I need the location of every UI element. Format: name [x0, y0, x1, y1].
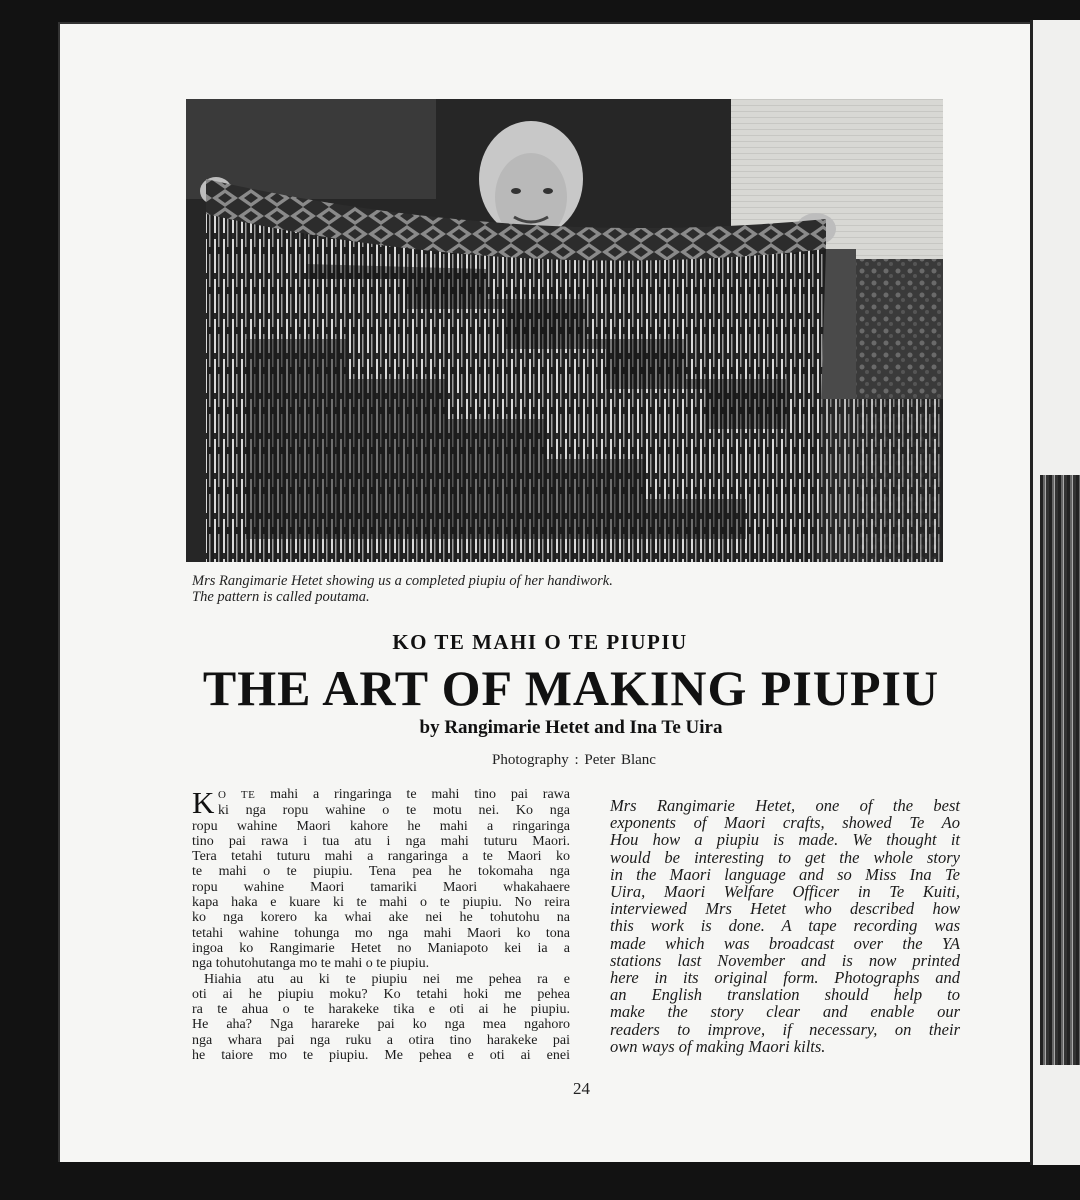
intro-line: make the story clear and enable our: [610, 1002, 960, 1022]
text-line: ko nga korero ka whai ake nei he tohutohu na: [192, 910, 570, 926]
article-headline: THE ART OF MAKING PIUPIU: [202, 660, 940, 716]
text-line: ra te ahua o te harakeke tika e oti ai he piupiu.: [192, 1002, 570, 1018]
text-line: he taiore mo te piupiu. Me pehea e oti ai enei: [192, 1048, 570, 1064]
text-line: te mahi o te piupiu. Tena pea he tokomaha nga: [192, 864, 570, 880]
text-line: kapa haka e kuare ki te mahi o te piupiu. No reira: [192, 895, 570, 911]
intro-line: Hou how a piupiu is made. We thought it: [610, 830, 960, 850]
text-line: ropu wahine Maori tamariki Maori whakahaere: [192, 879, 570, 895]
text-line: oti ai he piupiu moku? Ko tetahi hoki me pehea: [192, 986, 570, 1002]
maori-kicker-title: KO TE MAHI O TE PIUPIU: [392, 630, 688, 654]
piupiu-photograph: [186, 99, 943, 562]
first-line-text: mahi a ringaringa te mahi tino pai rawa: [255, 787, 571, 802]
intro-line: here in its original form. Photographs and: [610, 968, 960, 988]
facing-page-photo: [1040, 475, 1080, 1065]
intro-line: Uira, Maori Welfare Officer in Te Kuiti,: [610, 882, 960, 902]
text-line: nga whara pai nga ruku a otira tino harakeke pai: [192, 1032, 570, 1048]
intro-line: readers to improve, if necessary, on their: [610, 1019, 960, 1039]
intro-line: this work is done. A tape recording was: [610, 916, 960, 936]
intro-line: in the Maori language and so Miss Ina Te: [610, 864, 960, 884]
intro-line: interviewed Mrs Hetet who described how: [610, 899, 960, 919]
intro-line: own ways of making Maori kilts.: [610, 1036, 826, 1056]
caption-line-2: The pattern is called poutama.: [192, 589, 370, 605]
photo-illustration: [186, 99, 943, 562]
intro-line: stations last November and is now printed: [610, 950, 960, 970]
maori-text-column: [192, 787, 570, 1063]
small-caps-lead: O TE: [218, 789, 256, 801]
intro-line: Mrs Rangimarie Hetet, one of the best: [610, 796, 960, 815]
text-line: He aha? Nga harareke pai ko nga mea ngahoro: [192, 1017, 570, 1033]
text-line: [192, 787, 570, 803]
text-line: tetahi wahine tohunga mo nga mahi Maori ko tona: [192, 925, 570, 941]
intro-line: would be interesting to get the whole story: [610, 847, 960, 867]
english-intro-column: [610, 797, 960, 1055]
text-line: Hiahia atu au ki te piupiu nei me pehea ra e: [204, 971, 570, 987]
text-line: ropu wahine Maori kahore he mahi a ringaringa: [192, 818, 570, 834]
article-byline: by Rangimarie Hetet and Ina Te Uira: [419, 717, 723, 738]
text-line: Tera tetahi tuturu mahi a rangaringa a te Maori ko: [192, 849, 570, 865]
caption-line-1: Mrs Rangimarie Hetet showing us a completed piupiu of her handiwork.: [192, 573, 613, 589]
drop-cap: K: [192, 785, 215, 820]
intro-line: an English translation should help to: [610, 985, 960, 1005]
text-line: ingoa ko Rangimarie Hetet no Maniapoto kei ia a: [192, 940, 570, 956]
page-number: 24: [573, 1079, 590, 1098]
photography-credit: Photography : Peter Blanc: [492, 752, 656, 768]
photo-caption: [192, 573, 892, 605]
intro-line: made which was broadcast over the YA: [610, 933, 960, 953]
text-line: nga tohutohutanga mo te mahi o te piupiu.: [192, 956, 430, 972]
text-line: ki nga ropu wahine o te motu nei. Ko nga: [218, 803, 570, 819]
text-line: tino pai rawa i tua atu i nga mahi tuturu Maori.: [192, 833, 570, 849]
intro-line: exponents of Maori crafts, showed Te Ao: [610, 813, 960, 833]
